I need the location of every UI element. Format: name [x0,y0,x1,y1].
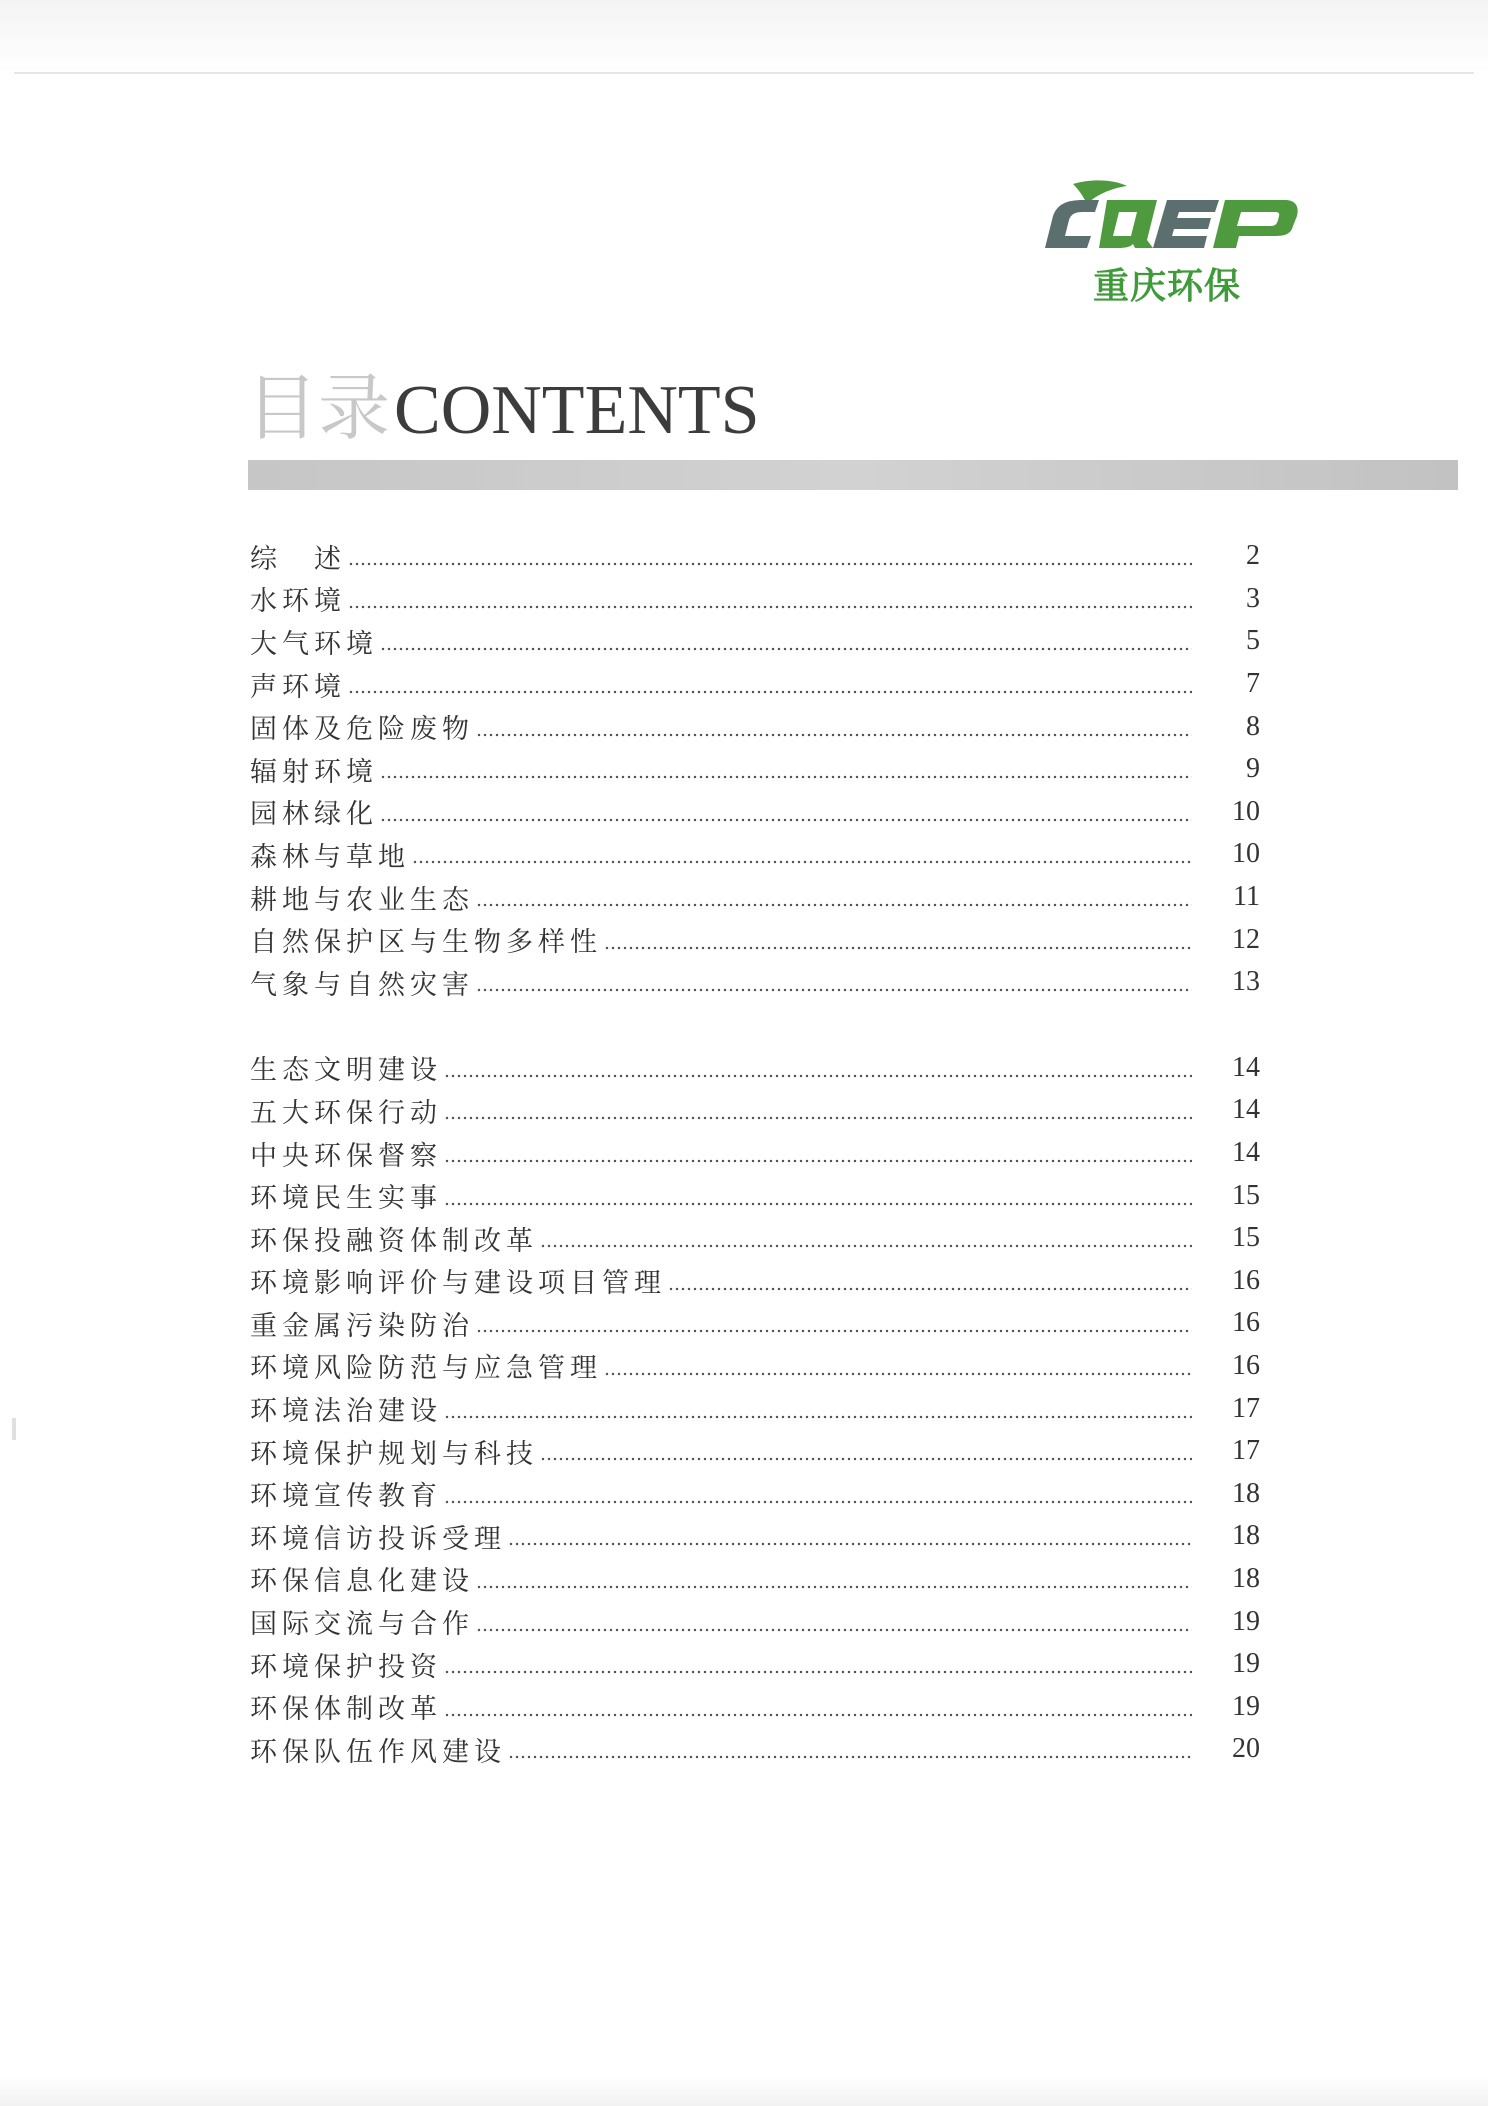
toc-leader-dots [540,1242,1192,1250]
toc-entry-label: 环境宣传教育 [250,1481,442,1513]
toc-entry-page: 16 [1232,1264,1260,1296]
toc-entry[interactable] [250,1302,1260,1345]
scan-top-edge [0,0,1488,72]
toc-entry-label: 森林与草地 [250,841,410,873]
toc-leader-dots [476,901,1192,909]
toc-entry[interactable] [250,833,1260,876]
table-of-contents [250,535,1260,1771]
toc-leader-dots [444,1711,1192,1719]
toc-leader-dots [476,1626,1192,1634]
toc-leader-dots [476,1583,1192,1591]
toc-entry[interactable] [250,705,1260,748]
toc-leader-dots [476,1327,1192,1335]
toc-entry-page: 2 [1246,540,1260,572]
toc-entry[interactable] [250,961,1260,1004]
toc-entry[interactable] [250,748,1260,791]
toc-entry-label: 固体及危险废物 [250,714,474,746]
toc-entry-label: 环保队伍作风建设 [250,1736,506,1768]
toc-entry-page: 10 [1232,795,1260,827]
toc-entry-page: 19 [1232,1648,1260,1680]
toc-entry[interactable] [250,1685,1260,1728]
toc-entry[interactable] [250,1387,1260,1430]
toc-leader-dots [380,816,1192,824]
toc-leader-dots [444,1157,1192,1165]
toc-entry[interactable] [250,1643,1260,1686]
toc-leader-dots [508,1753,1192,1761]
toc-entry-label: 气象与自然灾害 [250,969,474,1001]
toc-entry-page: 16 [1232,1349,1260,1381]
toc-leader-dots [380,773,1192,781]
toc-entry[interactable] [250,1345,1260,1388]
toc-leader-dots [348,688,1192,696]
toc-entry[interactable] [250,1515,1260,1558]
toc-entry[interactable] [250,1260,1260,1303]
toc-leader-dots [380,645,1192,653]
scan-bottom-edge [0,2076,1488,2106]
toc-entry-label: 环境民生实事 [250,1183,442,1215]
toc-entry-label: 辐射环境 [250,756,378,788]
toc-leader-dots [412,858,1192,866]
toc-entry-page: 18 [1232,1562,1260,1594]
toc-entry-label: 环保体制改革 [250,1694,442,1726]
toc-leader-dots [444,1498,1192,1506]
toc-entry-page: 19 [1232,1690,1260,1722]
toc-leader-dots [444,1114,1192,1122]
toc-leader-dots [604,944,1192,952]
toc-entry[interactable] [250,578,1260,621]
toc-leader-dots [508,1540,1192,1548]
toc-entry-page: 8 [1246,710,1260,742]
toc-entry-label: 环保投融资体制改革 [250,1225,538,1257]
toc-entry-page: 17 [1232,1435,1260,1467]
scan-top-line [14,72,1474,74]
toc-entry-page: 18 [1232,1520,1260,1552]
toc-entry-label: 环境法治建设 [250,1396,442,1428]
toc-entry-page: 15 [1232,1179,1260,1211]
toc-entry-label: 国际交流与合作 [250,1609,474,1641]
cqep-logo [1035,178,1305,308]
toc-entry-page: 16 [1232,1307,1260,1339]
toc-leader-dots [540,1455,1192,1463]
toc-leader-dots [444,1413,1192,1421]
toc-entry-page: 10 [1232,838,1260,870]
toc-leader-dots [444,1072,1192,1080]
toc-entry[interactable] [250,663,1260,706]
title-underline-bar [248,460,1458,490]
toc-entry-page: 9 [1246,753,1260,785]
toc-leader-dots [444,1200,1192,1208]
toc-entry[interactable] [250,1174,1260,1217]
toc-entry-label: 中央环保督察 [250,1140,442,1172]
toc-entry[interactable] [250,1558,1260,1601]
toc-entry-page: 14 [1232,1094,1260,1126]
toc-entry-label: 耕地与农业生态 [250,884,474,916]
toc-entry[interactable] [250,535,1260,578]
toc-entry-page: 11 [1233,881,1260,913]
toc-entry-label: 五大环保行动 [250,1097,442,1129]
title-en: CONTENTS [394,372,760,449]
toc-entry-page: 15 [1232,1222,1260,1254]
cqep-logo-mark [1035,178,1305,260]
logo-subtitle: 重庆环保 [1093,266,1242,307]
toc-entry[interactable] [250,791,1260,834]
toc-entry[interactable] [250,1600,1260,1643]
toc-entry-label: 环保信息化建设 [250,1566,474,1598]
toc-entry-label: 环境影响评价与建设项目管理 [250,1268,666,1300]
toc-entry[interactable] [250,1430,1260,1473]
toc-entry-label: 水环境 [250,586,346,618]
toc-entry-label: 环境风险防范与应急管理 [250,1353,602,1385]
scan-margin-mark [12,1418,16,1440]
toc-entry-label: 重金属污染防治 [250,1310,474,1342]
toc-leader-dots [604,1370,1192,1378]
toc-entry[interactable] [250,1472,1260,1515]
toc-entry[interactable] [250,918,1260,961]
toc-entry[interactable] [250,1217,1260,1260]
toc-entry-page: 18 [1232,1477,1260,1509]
toc-entry-label: 自然保护区与生物多样性 [250,927,602,959]
toc-entry-label: 大气环境 [250,628,378,660]
toc-entry-page: 12 [1232,923,1260,955]
toc-entry-page: 19 [1232,1605,1260,1637]
toc-entry-page: 17 [1232,1392,1260,1424]
toc-entry[interactable] [250,1047,1260,1090]
title-cn: 目录 [246,366,391,450]
toc-entry-page: 13 [1232,966,1260,998]
toc-entry[interactable] [250,1728,1260,1771]
toc-leader-dots [476,731,1192,739]
toc-entry[interactable] [250,620,1260,663]
toc-leader-dots [348,603,1192,611]
toc-leader-dots [444,1668,1192,1676]
toc-entry-page: 14 [1232,1137,1260,1169]
toc-entry[interactable] [250,876,1260,919]
toc-entry-page: 20 [1232,1733,1260,1765]
toc-entry-label: 环境保护规划与科技 [250,1438,538,1470]
toc-entry-label: 声环境 [250,671,346,703]
toc-entry-page: 3 [1246,582,1260,614]
toc-entry-page: 14 [1232,1051,1260,1083]
page-title [246,358,760,458]
toc-entry-label: 园林绿化 [250,799,378,831]
toc-leader-dots [668,1285,1192,1293]
toc-entry-page: 7 [1246,668,1260,700]
toc-section-gap [250,1004,1260,1047]
toc-leader-dots [476,986,1192,994]
toc-entry-label: 生态文明建设 [250,1055,442,1087]
toc-leader-dots [348,560,1192,568]
toc-entry-label: 综 述 [250,543,346,575]
toc-entry[interactable] [250,1089,1260,1132]
toc-entry-label: 环境信访投诉受理 [250,1523,506,1555]
toc-entry[interactable] [250,1132,1260,1175]
toc-entry-label: 环境保护投资 [250,1651,442,1683]
toc-entry-page: 5 [1246,625,1260,657]
